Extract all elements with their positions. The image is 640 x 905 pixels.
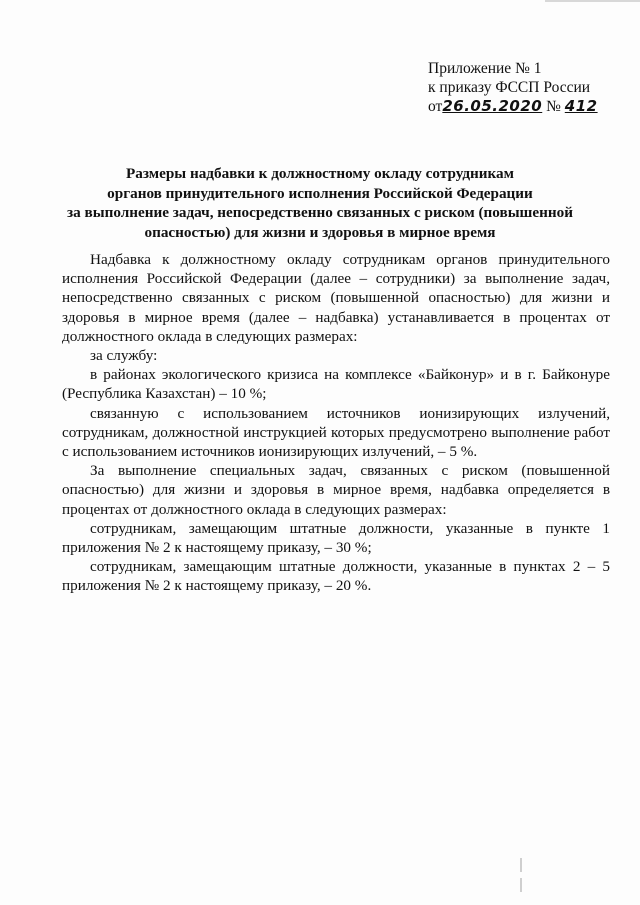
paragraph-intro: Надбавка к должностному окладу сотрудникам органов принудительного исполнения Российской Федерации (далее – сотрудники) за выполнение задач, непосредственно связанных с риском (повышенной опасностью) для жизни и здоровья в мирное время (далее – надбавка) устанавливается в процентах от должностного оклада в следующих размерах: [62, 251, 610, 345]
date-prefix: от [428, 98, 443, 115]
title-line: за выполнение задач, непосредственно связанных с риском (повышенной [67, 204, 573, 221]
paragraph-special-tasks: За выполнение специальных задач, связанных с риском (повышенной опасностью) для жизни и здоровья в мирное время, надбавка определяется в процентах от должностного оклада в следующих размерах: [62, 462, 610, 518]
handwritten-date: 26.05.2020 [442, 97, 543, 115]
document-body [62, 250, 610, 596]
title-line: органов принудительного исполнения Российской Федерации [107, 184, 533, 202]
attachment-order-ref: к приказу ФССП России [428, 78, 591, 96]
attachment-number: Приложение № 1 [428, 60, 542, 77]
paragraph-30-percent: сотрудникам, замещающим штатные должности, указанные в пункте 1 приложения № 2 к настоящему приказу, – 30 %; [62, 519, 610, 557]
handwritten-number: 412 [564, 97, 598, 115]
number-sign: № [546, 98, 561, 115]
attachment-date-line [428, 97, 598, 117]
attachment-header [428, 60, 598, 117]
paragraph-service-header: за службу: [90, 347, 158, 365]
scan-edge [545, 0, 640, 2]
paragraph-baikonur: в районах экологического кризиса на комплексе «Байконур» и в г. Байконуре (Республика Казахстан) – 10 %; [62, 366, 610, 403]
title-line: Размеры надбавки к должностному окладу сотрудникам [126, 165, 514, 182]
scan-mark [520, 878, 522, 892]
paragraph-radiation: связанную с использованием источников ионизирующих излучений, сотрудникам, должностной инструкцией которых предусмотрено выполнение работ с использованием источников ионизирующих излучений, – 5 %. [62, 404, 610, 461]
scan-mark [520, 858, 522, 872]
paragraph-20-percent: сотрудникам, замещающим штатные должности, указанные в пунктах 2 – 5 приложения № 2 к настоящему приказу, – 20 %. [62, 558, 610, 595]
title-line: опасностью) для жизни и здоровья в мирное время [144, 223, 496, 241]
document-title [60, 164, 580, 242]
